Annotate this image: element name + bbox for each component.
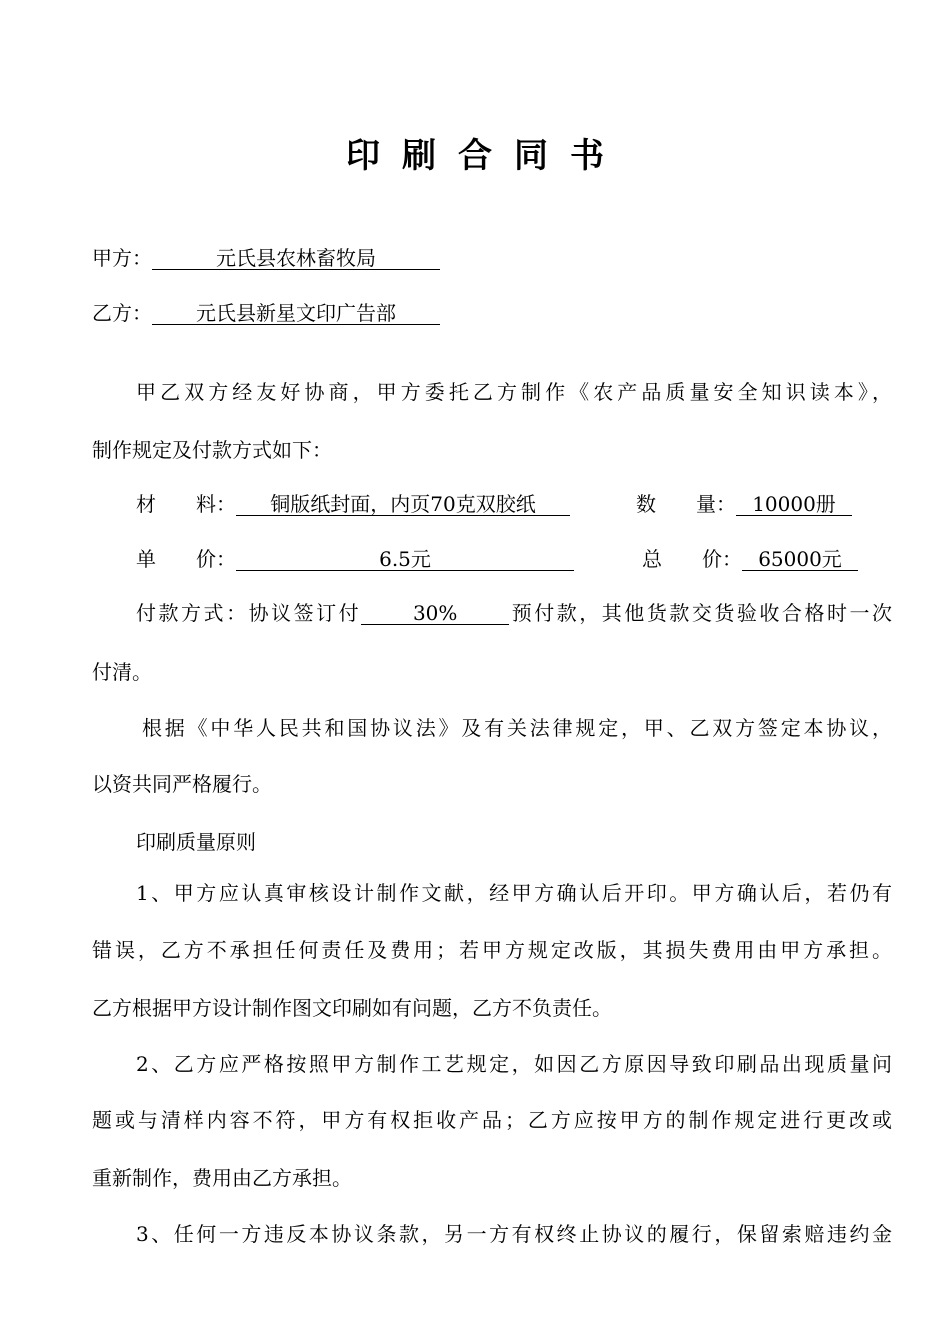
party-b-label: 乙方：: [92, 301, 152, 325]
intro-line-1: 甲乙双方经友好协商，甲方委托乙方制作《农产品质量安全知识读本》，: [136, 380, 892, 404]
quantity-value: 10000册: [736, 493, 852, 516]
payment-prefix: 付款方式：协议签订付: [136, 601, 362, 625]
payment-line-1: [136, 601, 892, 625]
party-a-label: 甲方：: [92, 246, 152, 270]
law-line-2: 以资共同严格履行。: [92, 772, 272, 796]
party-b-row: [92, 301, 440, 325]
party-a-row: [92, 246, 440, 270]
clause-1-line-1: 1、甲方应认真审核设计制作文献，经甲方确认后开印。甲方确认后，若仍有: [136, 881, 892, 905]
clause-2-line-1: 2、乙方应严格按照甲方制作工艺规定，如因乙方原因导致印刷品出现质量问: [136, 1052, 892, 1076]
clause-2-line-3: 重新制作，费用由乙方承担。: [92, 1166, 352, 1190]
material-label: 材 料：: [136, 492, 236, 516]
total-price-label: 总 价：: [642, 547, 742, 571]
unit-price-label: 单 价：: [136, 547, 236, 571]
section-heading: 印刷质量原则: [136, 830, 256, 854]
quantity-field: [636, 492, 852, 516]
law-line-1: 根据《中华人民共和国协议法》及有关法律规定，甲、乙双方签定本协议，: [142, 716, 892, 740]
unit-price-value: 6.5元: [236, 548, 574, 571]
clause-2-line-2: 题或与清样内容不符，甲方有权拒收产品；乙方应按甲方的制作规定进行更改或: [92, 1108, 892, 1132]
payment-percent: 30%: [361, 602, 509, 625]
total-price-value: 65000元: [742, 548, 858, 571]
quantity-label: 数 量：: [636, 492, 736, 516]
material-field: [136, 492, 570, 516]
intro-line-2: 制作规定及付款方式如下：: [92, 438, 332, 462]
payment-suffix: 预付款，其他货款交货验收合格时一次: [509, 601, 893, 625]
party-b-value: 元氏县新星文印广告部: [152, 302, 440, 325]
clause-1-line-3: 乙方根据甲方设计制作图文印刷如有问题，乙方不负责任。: [92, 996, 612, 1020]
unit-price-field: [136, 547, 574, 571]
total-price-field: [642, 547, 858, 571]
payment-line-2: 付清。: [92, 660, 152, 684]
party-a-value: 元氏县农林畜牧局: [152, 247, 440, 270]
clause-3-line-1: 3、任何一方违反本协议条款，另一方有权终止协议的履行，保留索赔违约金: [136, 1222, 892, 1246]
document-title: 印刷合同书: [346, 136, 626, 176]
clause-1-line-2: 错误，乙方不承担任何责任及费用；若甲方规定改版，其损失费用由甲方承担。: [92, 938, 892, 962]
material-value: 铜版纸封面，内页70克双胶纸: [236, 493, 570, 516]
